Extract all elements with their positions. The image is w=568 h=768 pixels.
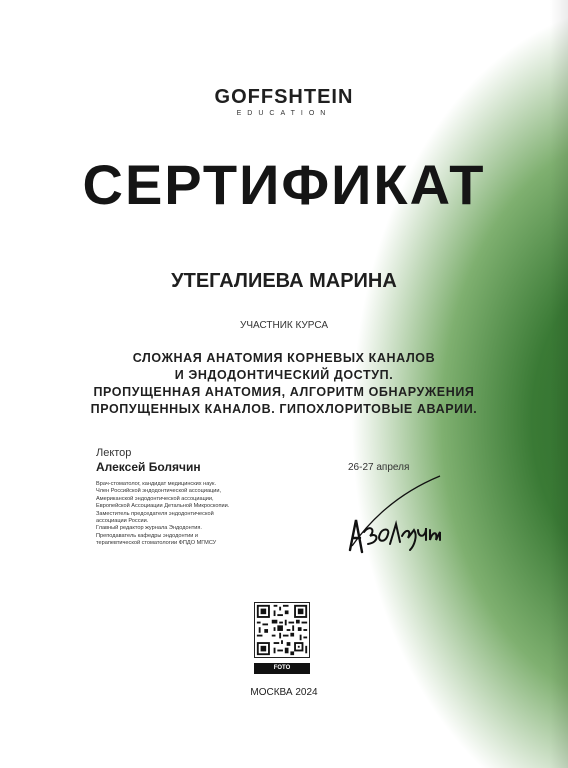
signature-icon (336, 472, 456, 562)
qr-code-icon[interactable] (254, 602, 310, 658)
lecturer-bio (96, 481, 286, 548)
course-title-line: И ЭНДОДОНТИЧЕСКИЙ ДОСТУП. (174, 368, 394, 382)
course-title (40, 350, 528, 418)
bio-line: Главный редактор журнала Эндодонтия. (96, 525, 202, 532)
course-title-line: ПРОПУЩЕННАЯ АНАТОМИЯ, АЛГОРИТМ ОБНАРУЖЕНИЯ (93, 385, 475, 399)
bio-line: Американской эндодонтической ассоциации, (96, 495, 214, 502)
course-title-line: ПРОПУЩЕННЫХ КАНАЛОВ. ГИПОХЛОРИТОВЫЕ АВАРИИ. (90, 402, 478, 416)
qr-code-block[interactable] (254, 602, 310, 674)
lecturer-name: Алексей Болячин (96, 460, 201, 474)
brand-subtitle: EDUCATION (236, 110, 332, 117)
course-title-line: СЛОЖНАЯ АНАТОМИЯ КОРНЕВЫХ КАНАЛОВ (132, 351, 436, 365)
bio-line: ассоциации России. (96, 518, 149, 525)
course-date: 26-27 апреля (348, 462, 410, 473)
bio-line: Заместитель председателя эндодонтической (96, 510, 214, 517)
bio-line: Европейской Ассоциации Детальной Микроскопии. (96, 503, 230, 510)
qr-caption: FOTO (254, 663, 310, 674)
bio-line: терапевтической стоматологии ФПДО МГМСУ (96, 540, 217, 547)
city-year: МОСКВА 2024 (250, 687, 318, 698)
bio-line: Преподаватель кафедры эндодонтии и (96, 532, 199, 539)
bio-line: Член Российской эндодонтической ассоциации, (96, 488, 222, 495)
certificate-title: СЕРТИФИКАТ (82, 153, 486, 216)
brand-logo (0, 86, 568, 117)
brand-name: GOFFSHTEIN (214, 86, 354, 108)
lecturer-label: Лектор (96, 447, 132, 459)
bio-line: Врач-стоматолог, кандидат медицинских наук. (96, 481, 217, 487)
recipient-name: УТЕГАЛИЕВА МАРИНА (171, 270, 397, 292)
recipient-role: УЧАСТНИК КУРСА (240, 320, 328, 331)
